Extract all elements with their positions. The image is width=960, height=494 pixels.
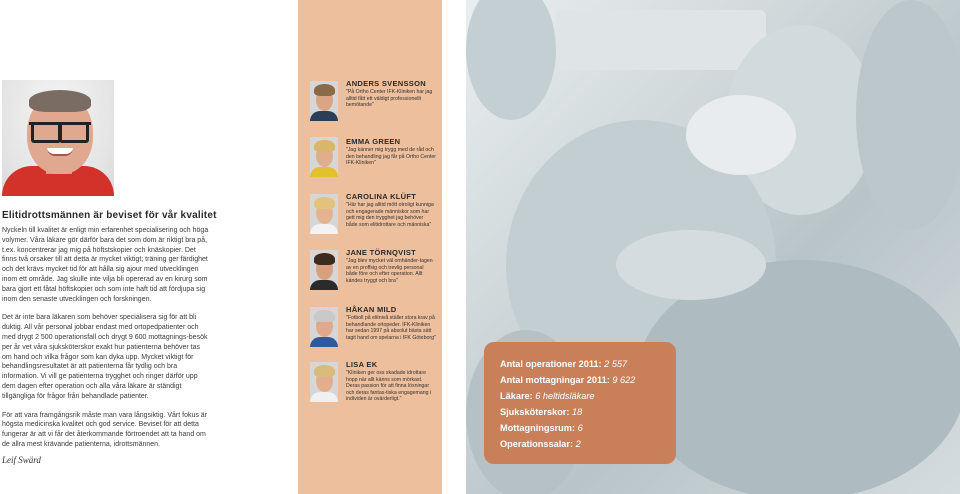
stat-value: 2 xyxy=(575,439,581,449)
athlete-photo xyxy=(310,194,338,234)
stat-value: 9 622 xyxy=(612,375,636,385)
author-portrait xyxy=(2,80,114,196)
stat-label: Antal mottagningar 2011: xyxy=(500,375,610,385)
stat-doctors xyxy=(500,388,676,404)
athlete-photo xyxy=(310,362,338,402)
article-paragraph: För att vara framgångsrik måste man vara långsiktig. Vårt fokus är högsta medicinska kvalitet och god service. Beviset för att detta fungerar är att vi får det återkommande förtroendet att ta hand om de allra mest krävande patienterna, idrottsmännen. xyxy=(2,411,208,448)
athlete-quote: "Kliniken ger oss skadade idrottare hopp när allt känns som mörkast. Deras passion för att finna lösningar och deras fantas-tiska engagemang i individen är ovärderligt." xyxy=(346,370,432,403)
stat-value: 2 557 xyxy=(604,359,628,369)
stat-label: Antal operationer 2011: xyxy=(500,359,602,369)
author-signature: Leif Swärd xyxy=(2,455,41,465)
stat-visits xyxy=(500,372,676,388)
article-heading: Elitidrottsmännen är beviset för vår kvalitet xyxy=(2,210,217,221)
athlete-name: LISA EK xyxy=(346,360,378,369)
athlete-quote: "Fotboll på elitnivå ställer stora krav på behandlande ortopeder. IFK-Kliniken har sedan 1997 på absolut bästa sätt tagit hand om spelarna i IFK Göteborg" xyxy=(346,315,436,341)
stat-label: Operationssalar: xyxy=(500,439,574,449)
athlete-name: ANDERS SVENSSON xyxy=(346,79,426,88)
stat-label: Läkare: xyxy=(500,391,533,401)
clinic-stats-box xyxy=(484,342,676,464)
stat-reception-rooms xyxy=(500,420,676,436)
athlete-quote: "Jag känner mig trygg med de råd och den behandling jag får på Ortho Center IFK-Kliniken" xyxy=(346,147,436,167)
athlete-name: CAROLINA KLÜFT xyxy=(346,192,417,201)
athlete-photo xyxy=(310,137,338,177)
stat-nurses xyxy=(500,404,676,420)
testimonial-band xyxy=(298,0,442,494)
stat-operations xyxy=(500,356,676,372)
stat-value: 6 xyxy=(577,423,583,433)
athlete-quote: "På Ortho Center IFK-Kliniken har jag alltid fått ett väldigt professionellt bemötande" xyxy=(346,89,433,109)
stat-value: 6 heltidsläkare xyxy=(535,391,595,401)
article-paragraph: Det är inte bara läkaren som behöver specialisera sig för att bli duktig. All vår personal jobbar endast med ortopedpatienter och med drygt 2 500 operationsfall och drygt 9 600 mottagnings-besök per år vet våra sjuksköterskor exakt hur patienterna behöver tas om hand och vilka frågor som kan dyka upp. Mycket viktigt för behandlingsresultatet är att patienterna får tydlig och bra information. Vi vill ge patienterna trygghet och ringer därför upp dem dagen efter operation och alla våra läkare är ständigt tillgängliga för frågor från behandlade patienter. xyxy=(2,314,208,400)
stat-value: 18 xyxy=(572,407,583,417)
athlete-quote: "Jag blev mycket väl omhänder-tagen av en proffsig och trevlig personal både före och efter operation. Allt kändes tryggt och bra" xyxy=(346,258,433,284)
stat-label: Mottagningsrum: xyxy=(500,423,576,433)
athlete-name: HÅKAN MILD xyxy=(346,305,397,314)
athlete-photo xyxy=(310,81,338,121)
athlete-name: EMMA GREEN xyxy=(346,137,401,146)
athlete-name: JANE TÖRNQVIST xyxy=(346,248,417,257)
article-paragraph: Nyckeln till kvalitet är enligt min erfarenhet specialisering och höga volymer. Våra läkare gör därför bara det som dom är riktigt bra på, t.ex. koncentrerar jag mig på höftstskopier och knäskopier. Det finns två orsaker till att detta är mycket viktigt; träning ger färdighet och det krävs mycket tid för att hålla sig ajour med utvecklingen inom ett område. Jag skulle inte vilja bli opererad av en kirurg som bara gjort ett fåtal höftskopier och som inte haft tid att fördjupa sig inom den senaste utvecklingen och forskningen. xyxy=(2,227,209,303)
athlete-photo xyxy=(310,307,338,347)
stat-label: Sjuksköterskor: xyxy=(500,407,570,417)
stat-operating-rooms xyxy=(500,436,676,452)
athlete-quote: "Här har jag alltid mött otroligt kunniga och engagerade människor som har gett mig den trygghet jag behöver både som elitidrottare och människa" xyxy=(346,202,434,228)
athlete-photo xyxy=(310,250,338,290)
article-body xyxy=(2,226,210,459)
